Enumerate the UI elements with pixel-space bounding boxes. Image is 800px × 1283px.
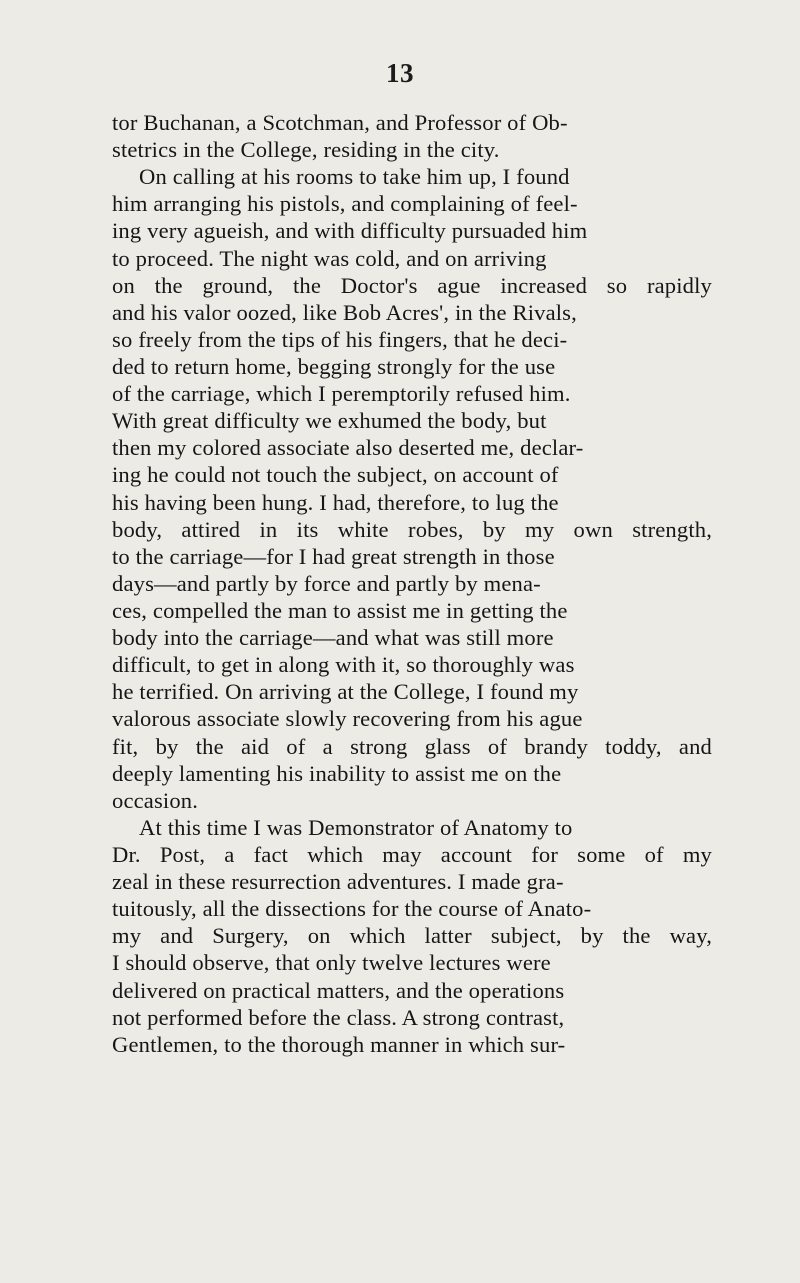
text-line: stetrics in the College, residing in the city. (112, 137, 500, 163)
text-line: Gentlemen, to the thorough manner in which sur- (112, 1031, 566, 1057)
text-line: tor Buchanan, a Scotchman, and Professor of Ob- (112, 110, 568, 135)
text-line: my and Surgery, on which latter subject, by the way, (112, 923, 712, 949)
text-line: valorous associate slowly recovering from his ague (112, 706, 583, 732)
text-line: then my colored associate also deserted me, declar- (112, 435, 584, 461)
text-line: body into the carriage—and what was still more (112, 625, 554, 651)
text-line: body, attired in its white robes, by my own strength, (112, 516, 712, 542)
text-line: ces, compelled the man to assist me in getting the (112, 597, 568, 623)
text-line: to proceed. The night was cold, and on arriving (112, 245, 547, 271)
text-line: his having been hung. I had, therefore, to lug the (112, 489, 559, 515)
text-line: I should observe, that only twelve lectures were (112, 950, 551, 976)
text-line: not performed before the class. A strong contrast, (112, 1004, 565, 1030)
text-line: On calling at his rooms to take him up, I found (139, 164, 570, 190)
text-line: Dr. Post, a fact which may account for some of my (112, 841, 712, 867)
text-line: difficult, to get in along with it, so thoroughly was (112, 652, 575, 678)
text-line: At this time I was Demonstrator of Anatomy to (139, 814, 573, 840)
text-line: on the ground, the Doctor's ague increased so rapidly (112, 272, 712, 298)
text-line: ded to return home, begging strongly for the use (112, 353, 556, 379)
text-line: tuitously, all the dissections for the course of Anato- (112, 896, 592, 922)
text-line: him arranging his pistols, and complaining of feel- (112, 191, 578, 217)
text-line: fit, by the aid of a strong glass of brandy toddy, and (112, 733, 712, 759)
text-line: so freely from the tips of his fingers, that he deci- (112, 326, 568, 352)
text-line: occasion. (112, 787, 199, 813)
text-line: delivered on practical matters, and the operations (112, 977, 565, 1003)
text-line: deeply lamenting his inability to assist me on the (112, 760, 562, 786)
text-line: zeal in these resurrection adventures. I made gra- (112, 869, 564, 895)
body-text (112, 109, 712, 1058)
text-line: ing he could not touch the subject, on account of (112, 462, 559, 488)
text-line: he terrified. On arriving at the College, I found my (112, 679, 579, 705)
text-line: With great difficulty we exhumed the body, but (112, 408, 547, 434)
text-line: to the carriage—for I had great strength in those (112, 543, 555, 569)
text-line: ing very agueish, and with difficulty pursuaded him (112, 218, 588, 244)
text-line: of the carriage, which I peremptorily refused him. (112, 381, 571, 407)
text-line: and his valor oozed, like Bob Acres', in the Rivals, (112, 299, 577, 325)
page-number: 13 (386, 58, 414, 88)
text-line: days—and partly by force and partly by mena- (112, 570, 541, 596)
